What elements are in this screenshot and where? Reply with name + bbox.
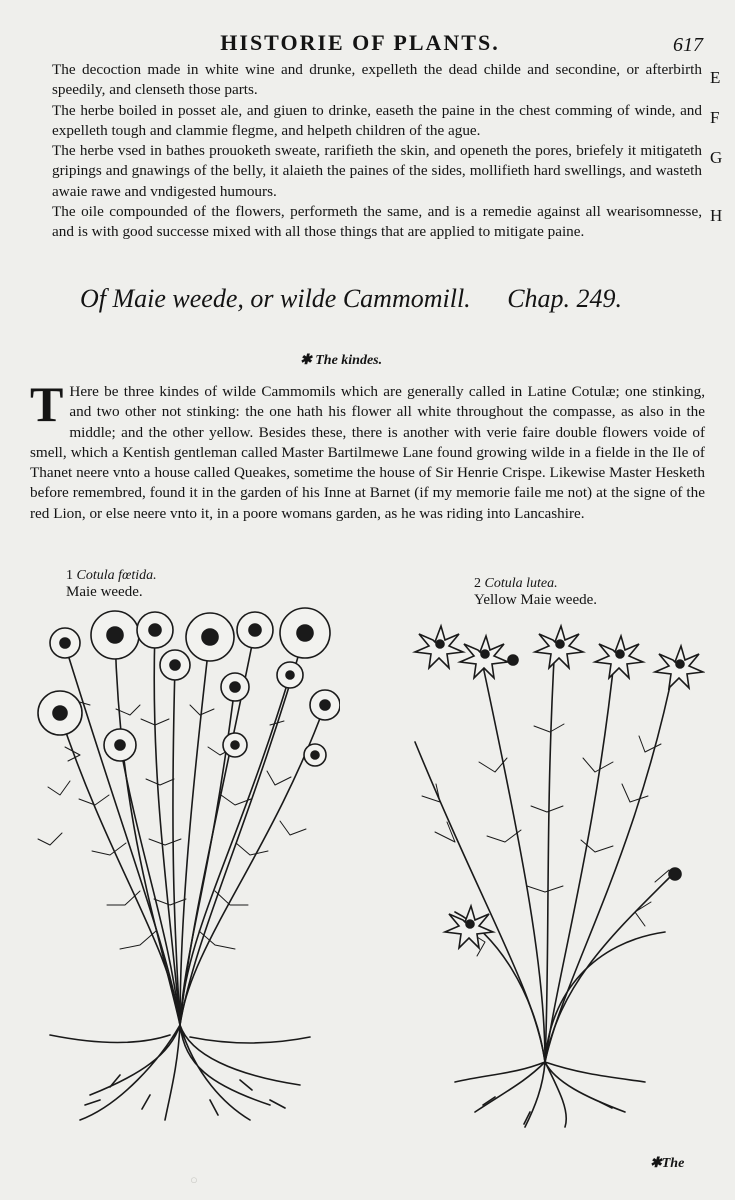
page-number: 617 bbox=[673, 34, 703, 56]
paragraph-posset-ale: The herbe boiled in posset ale, and giuen to drinke, easeth the paine in the chest comming of winde, and expelleth tough and clammie flegme, and helpeth children of the ague. bbox=[52, 101, 702, 139]
kindes-paragraph bbox=[30, 376, 705, 524]
margin-letter-g: G bbox=[710, 148, 723, 167]
kindes-heading-text: The kindes. bbox=[315, 353, 383, 368]
drop-cap: T bbox=[30, 376, 64, 432]
margin-letter-f: F bbox=[710, 108, 720, 127]
paragraph-oile: The oile compounded of the flowers, performeth the same, and is a remedie against all wearisomnesse, and is with good successe mixed with all those things that are applied to mitigate paine. bbox=[52, 203, 702, 241]
figure-1-caption bbox=[66, 568, 157, 601]
chapter-title: Of Maie weede, or wilde Cammomill. bbox=[80, 284, 471, 313]
margin-letter-h: H bbox=[710, 206, 723, 225]
page-ornament: ○ bbox=[190, 1172, 198, 1187]
asterisk-icon: ✱ bbox=[650, 1156, 662, 1171]
maie-weede-woodcut bbox=[20, 605, 340, 1125]
figure-1-latin-name: Cotula fœtida. bbox=[76, 568, 157, 583]
figure-1-number: 1 bbox=[66, 568, 73, 583]
figure-1-common-name: Maie weede. bbox=[66, 584, 143, 600]
margin-letter-e: E bbox=[710, 68, 721, 87]
kindes-text-block bbox=[30, 376, 705, 524]
catchword bbox=[650, 1155, 684, 1172]
running-title: HISTORIE OF PLANTS. bbox=[220, 30, 500, 55]
paragraph-decoction: The decoction made in white wine and drunke, expelleth the dead childe and secondine, or afterbirth speedily, and clenseth those parts. bbox=[52, 61, 702, 99]
figure-2-common-name: Yellow Maie weede. bbox=[474, 592, 598, 608]
yellow-maie-weede-woodcut bbox=[395, 612, 705, 1132]
top-section-text bbox=[52, 60, 702, 243]
kindes-heading bbox=[300, 352, 382, 369]
kindes-text: Here be three kindes of wilde Cammomils which are generally called in Latine Cotulæ; one stinking, and two other not stinking: the one hath his flower all white throughout the compasse, as also in the middle; and the other yellow. Besides these, there is another with verie faire double flowers voide of smell, which a Kentish gentleman called Master Bartilmewe Lane found growing wilde in a fielde in the Ile of Thanet neere vnto a house called Queakes, sometime the house of Sir Henrie Crispe. Likewise Master Hesketh before remembred, found it in the garden of his Inne at Barnet (if my memorie faile me not) at the signe of the red Lion, or else neere vnto it, in a poore womans garden, as he was riding into Lancashire. bbox=[30, 383, 705, 522]
chapter-number: Chap. 249. bbox=[507, 284, 623, 313]
asterisk-icon: ✱ bbox=[300, 353, 316, 368]
catchword-text: The bbox=[661, 1156, 685, 1171]
figure-2-latin-name: Cotula lutea. bbox=[484, 576, 558, 591]
chapter-heading bbox=[80, 284, 660, 314]
figure-2-caption bbox=[474, 576, 597, 609]
paragraph-bathes: The herbe vsed in bathes prouoketh sweate, rarifieth the skin, and openeth the pores, briefely it mitigateth gripings and gnawings of the belly, it alaieth the paines of the sides, mollifieth hard swellings, and wasteth awaie rawe and vndigested humours. bbox=[52, 142, 702, 200]
figure-2-number: 2 bbox=[474, 576, 481, 591]
